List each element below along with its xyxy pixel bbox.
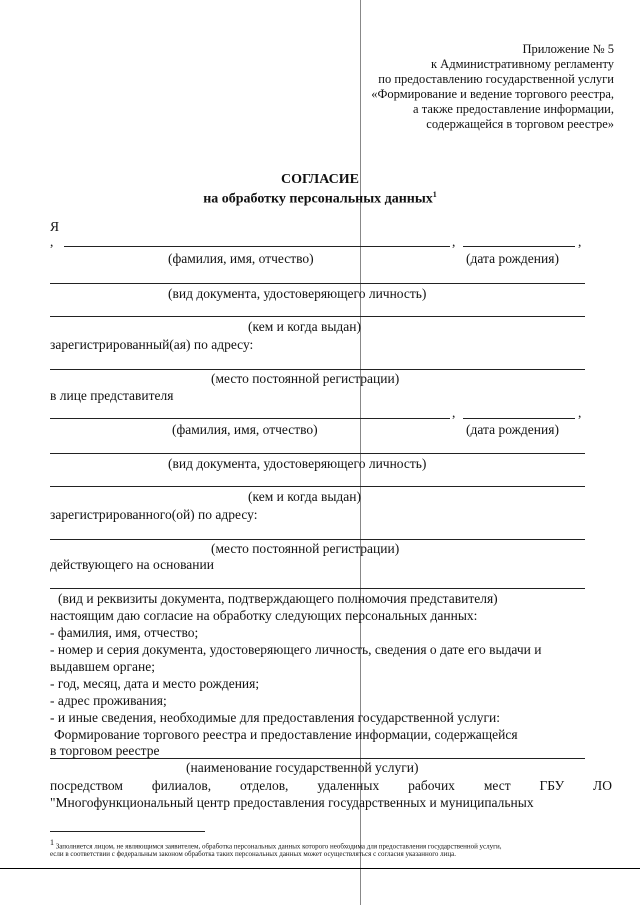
via-word: филиалов, — [151, 778, 212, 793]
list-item: - адрес проживания; — [50, 693, 167, 708]
service-field-line[interactable] — [50, 758, 585, 759]
comma: , — [578, 405, 582, 420]
caption-fio: (фамилия, имя, отчество) — [168, 251, 314, 266]
document-title: СОГЛАСИЕ — [281, 172, 359, 187]
subtitle-text: на обработку персональных данных — [203, 191, 433, 207]
list-item: - и иные сведения, необходимые для предоставления государственной услуги: — [50, 710, 500, 725]
caption-dob: (дата рождения) — [466, 251, 559, 266]
authority-field-line[interactable] — [50, 588, 585, 589]
caption-rep-dob: (дата рождения) — [466, 422, 559, 437]
service-name-line: в торговом реестре — [50, 743, 160, 758]
caption-authority: (вид и реквизиты документа, подтверждающего полномочия представителя) — [58, 591, 498, 606]
comma: , — [452, 234, 456, 249]
via-word: ГБУ — [539, 778, 565, 793]
page-edge-line — [0, 868, 640, 869]
list-item: выдавшем органе; — [50, 659, 155, 674]
registered-label: зарегистрированный(ая) по адресу: — [50, 337, 254, 352]
ya-label: Я — [50, 219, 60, 234]
document-subtitle — [0, 190, 640, 208]
caption-residence: (место постоянной регистрации) — [211, 371, 400, 386]
issued-field-line[interactable] — [50, 316, 585, 317]
appendix-line: «Формирование и ведение торгового реестра, — [371, 87, 614, 101]
rep-document-field-line[interactable] — [50, 453, 585, 454]
rep-fio-field-line[interactable] — [50, 418, 450, 419]
rep-residence-field-line[interactable] — [50, 539, 585, 540]
service-name-line: Формирование торгового реестра и предоставление информации, содержащейся — [54, 727, 518, 742]
rep-registered-label: зарегистрированного(ой) по адресу: — [50, 507, 258, 522]
appendix-line: а также предоставление информации, — [413, 102, 614, 116]
consent-intro: настоящим даю согласие на обработку следующих персональных данных: — [50, 608, 478, 623]
comma: , — [50, 234, 54, 249]
appendix-line: к Административному регламенту — [430, 57, 614, 71]
caption-service: (наименование государственной услуги) — [186, 760, 419, 775]
list-item: - год, месяц, дата и место рождения; — [50, 676, 260, 691]
footnote-line: если в соответствии с федеральным законом обработка таких персональных данных может осуществляться с согласия указанного лица. — [50, 850, 457, 858]
list-item: - фамилия, имя, отчество; — [50, 625, 199, 640]
via-word: отделов, — [240, 778, 289, 793]
footnote-mark: 1 — [50, 838, 54, 847]
caption-rep-issued: (кем и когда выдан) — [248, 489, 361, 504]
document-field-line[interactable] — [50, 283, 585, 284]
caption-rep-document: (вид документа, удостоверяющего личность) — [168, 456, 427, 471]
footnote-mark: 1 — [432, 190, 437, 199]
footnote-separator — [50, 831, 205, 832]
appendix-line: Приложение № 5 — [522, 42, 614, 56]
caption-document: (вид документа, удостоверяющего личность) — [168, 286, 427, 301]
via-word: посредством — [50, 778, 123, 793]
comma: , — [578, 234, 582, 249]
mfc-line: "Многофункциональный центр предоставления государственных и муниципальных — [50, 795, 534, 810]
representative-label: в лице представителя — [50, 388, 174, 403]
appendix-line: по предоставлению государственной услуги — [378, 72, 614, 86]
acting-label: действующего на основании — [50, 557, 214, 572]
rep-dob-field-line[interactable] — [463, 418, 575, 419]
list-item: - номер и серия документа, удостоверяющего личность, сведения о дате его выдачи и — [50, 642, 542, 657]
via-word: мест — [483, 778, 511, 793]
via-word: ЛО — [593, 778, 612, 793]
residence-field-line[interactable] — [50, 369, 585, 370]
footnote-line: Заполняется лицом, не являющимся заявителем, обработка персональных данных которого необходима для предоставления государственной услуги, — [55, 842, 502, 851]
via-word: рабочих — [408, 778, 455, 793]
comma: , — [452, 405, 456, 420]
caption-rep-fio: (фамилия, имя, отчество) — [172, 422, 318, 437]
rep-issued-field-line[interactable] — [50, 486, 585, 487]
appendix-line: содержащейся в торговом реестре» — [426, 117, 614, 131]
dob-field-line[interactable] — [463, 246, 575, 247]
via-line — [50, 778, 612, 794]
caption-rep-residence: (место постоянной регистрации) — [211, 541, 400, 556]
caption-issued: (кем и когда выдан) — [248, 319, 361, 334]
fio-field-line[interactable] — [64, 246, 450, 247]
via-word: удаленных — [317, 778, 380, 793]
